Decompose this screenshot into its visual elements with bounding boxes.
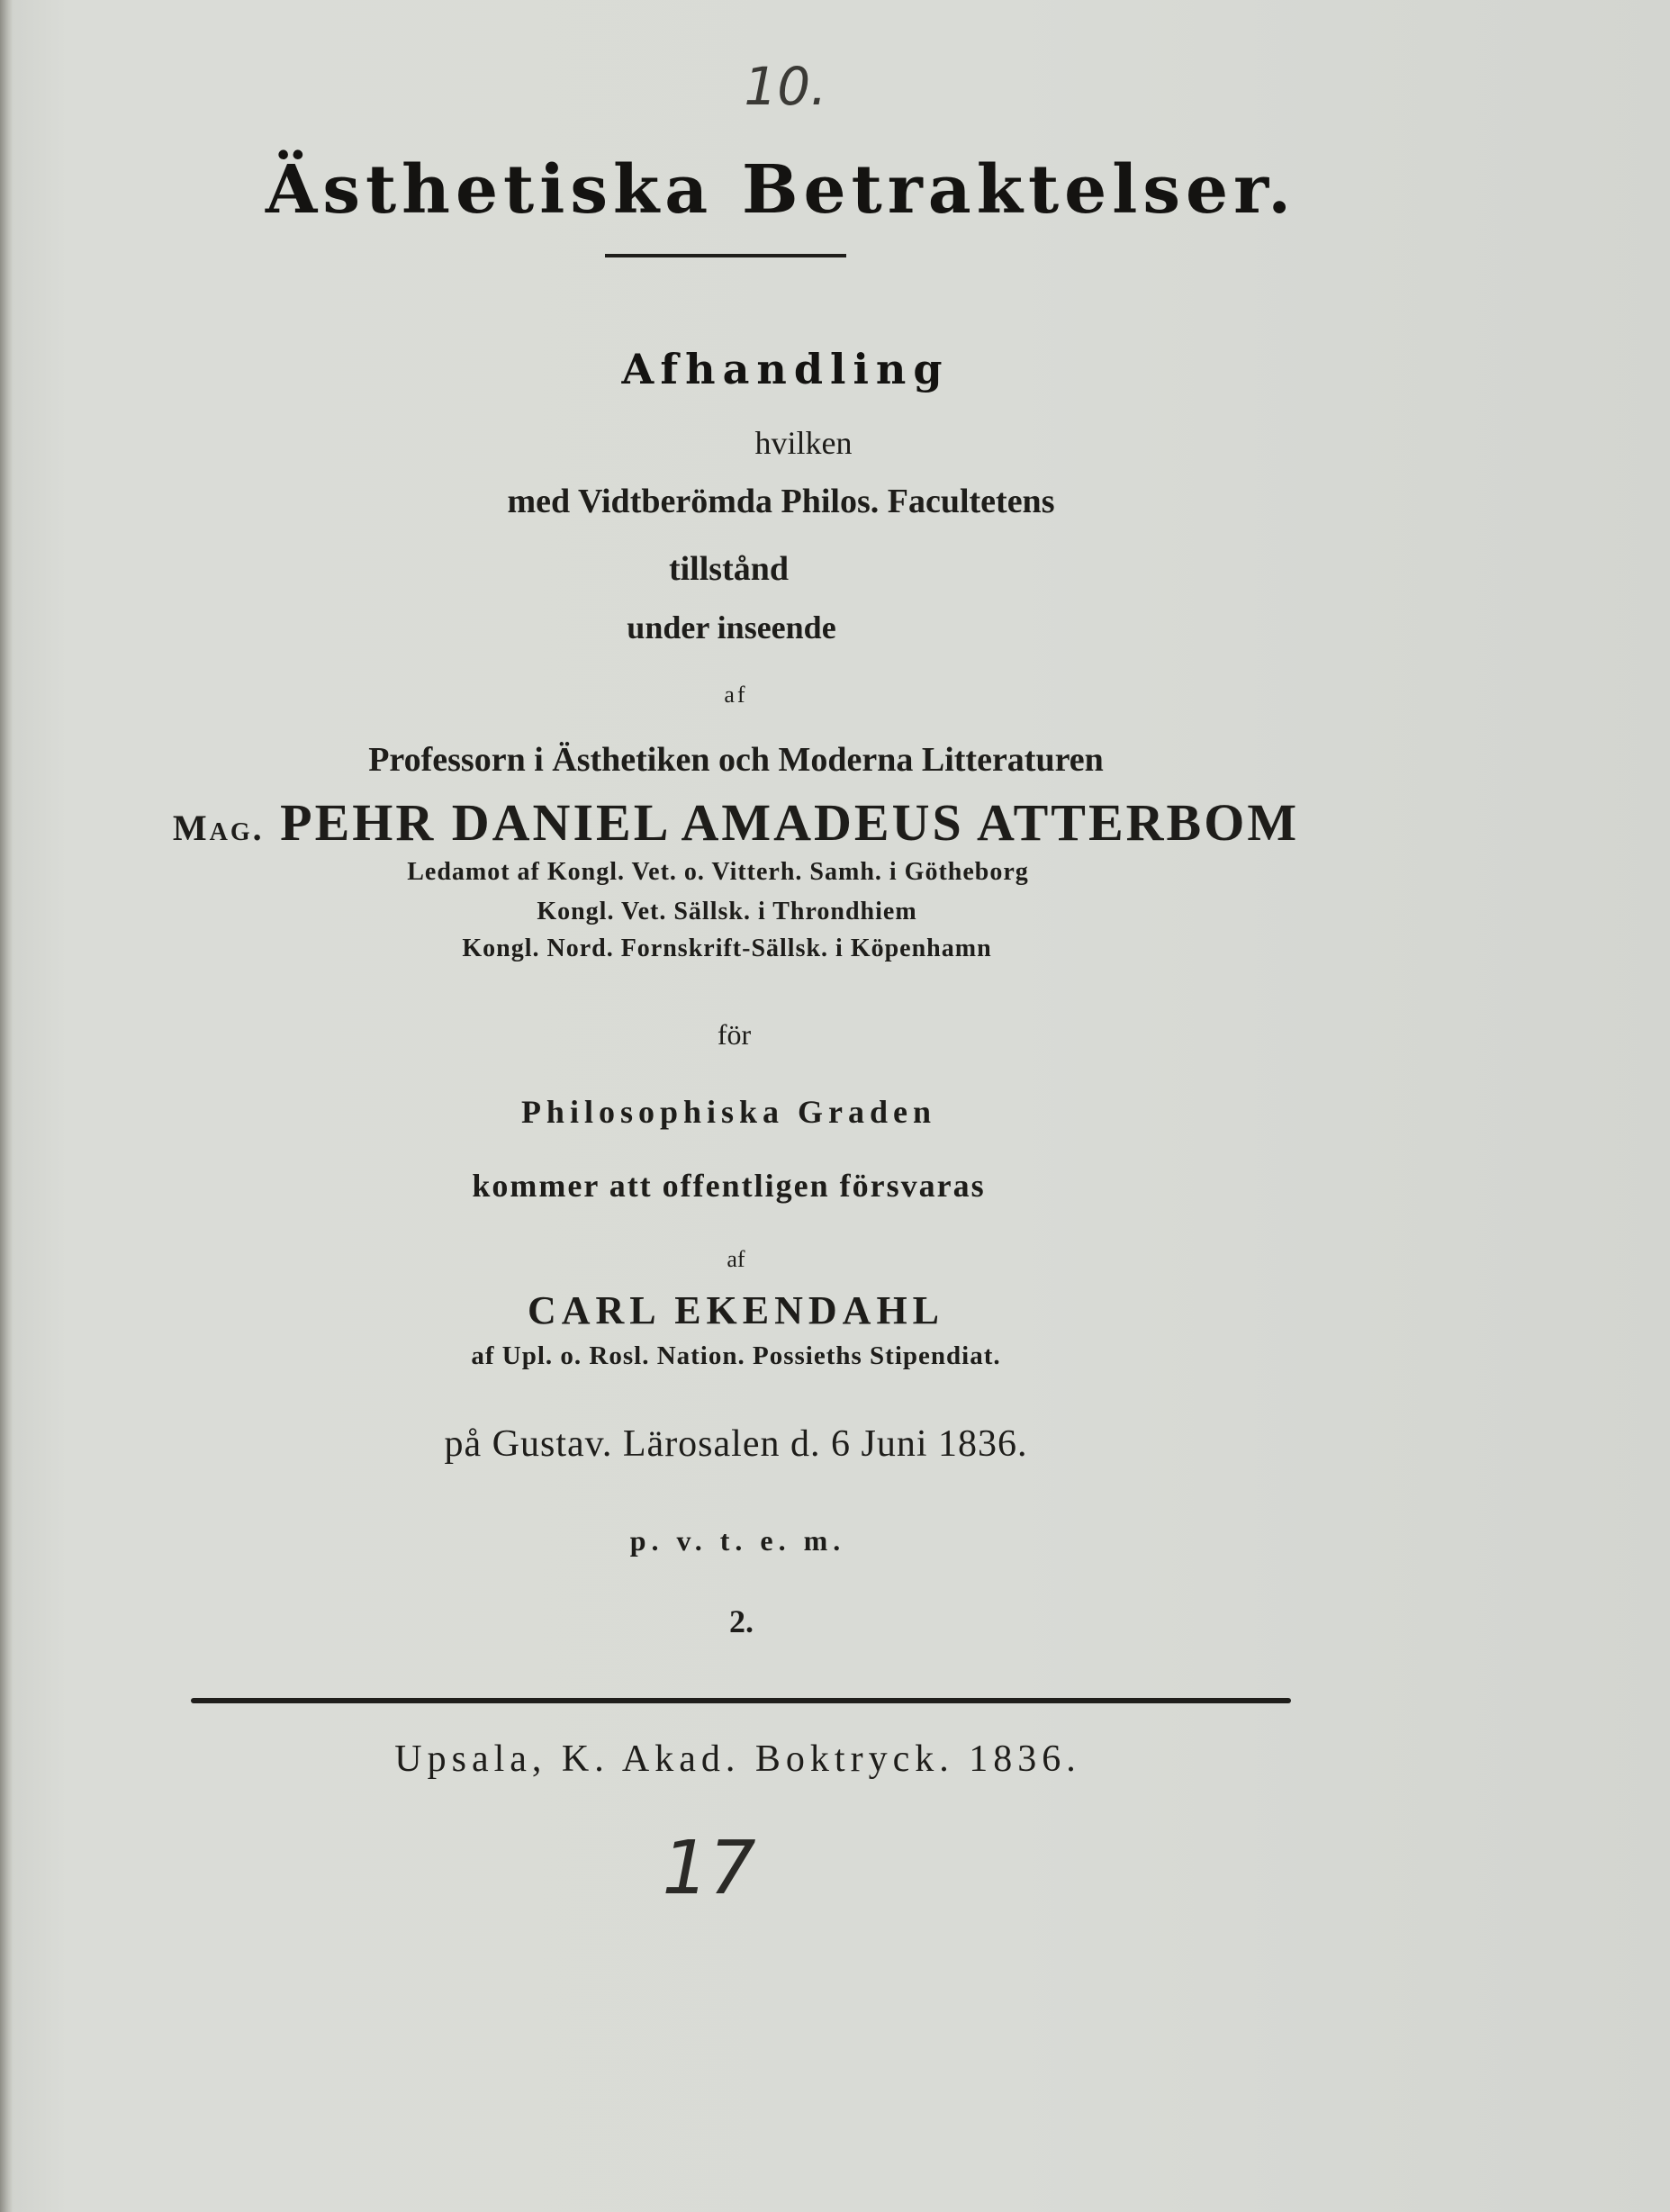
venue-date: på Gustav. Lärosalen d. 6 Juni 1836. <box>444 1423 1028 1465</box>
imprint-rule <box>191 1698 1291 1703</box>
treatise-label: Afhandling <box>621 345 950 393</box>
professor-title: Professorn i Ästhetiken och Moderna Litteraturen <box>368 741 1104 779</box>
line-faculty: med Vidtberömda Philos. Facultetens <box>507 483 1055 520</box>
membership-1: Ledamot af Kongl. Vet. o. Vitterh. Samh. i Götheborg <box>407 858 1029 886</box>
line-af-2: af <box>727 1246 745 1272</box>
degree: Philosophiska Graden <box>520 1094 937 1130</box>
line-hvilken: hvilken <box>754 425 853 461</box>
line-tillstand: tillstånd <box>668 550 790 588</box>
line-af-1: af <box>724 682 748 708</box>
folio-mark: 10. <box>744 56 827 117</box>
membership-3: Kongl. Nord. Fornskrift-Sällsk. i Köpenhamn <box>462 934 992 962</box>
handwritten-number: 17 <box>662 1826 756 1911</box>
professor-name-line <box>0 792 1571 853</box>
title-divider <box>605 254 846 257</box>
professor-name-prefix: Mag. <box>172 808 265 848</box>
main-title: Ästhetiska Betraktelser. <box>265 151 1297 229</box>
professor-name: PEHR DANIEL AMADEUS ATTERBOM <box>280 793 1300 852</box>
imprint: Upsala, K. Akad. Boktryck. 1836. <box>394 1738 1081 1780</box>
respondent-name: CARL EKENDAHL <box>527 1288 945 1332</box>
line-under-inseende: under inseende <box>627 609 836 646</box>
part-number: 2. <box>729 1603 754 1639</box>
membership-2: Kongl. Vet. Sällsk. i Throndhiem <box>537 898 917 925</box>
time-note: p. v. t. e. m. <box>629 1524 846 1557</box>
line-defended: kommer att offentligen försvaras <box>472 1168 986 1204</box>
line-for: för <box>717 1018 752 1051</box>
respondent-info: af Upl. o. Rosl. Nation. Possieths Stipendiat. <box>471 1341 1001 1370</box>
